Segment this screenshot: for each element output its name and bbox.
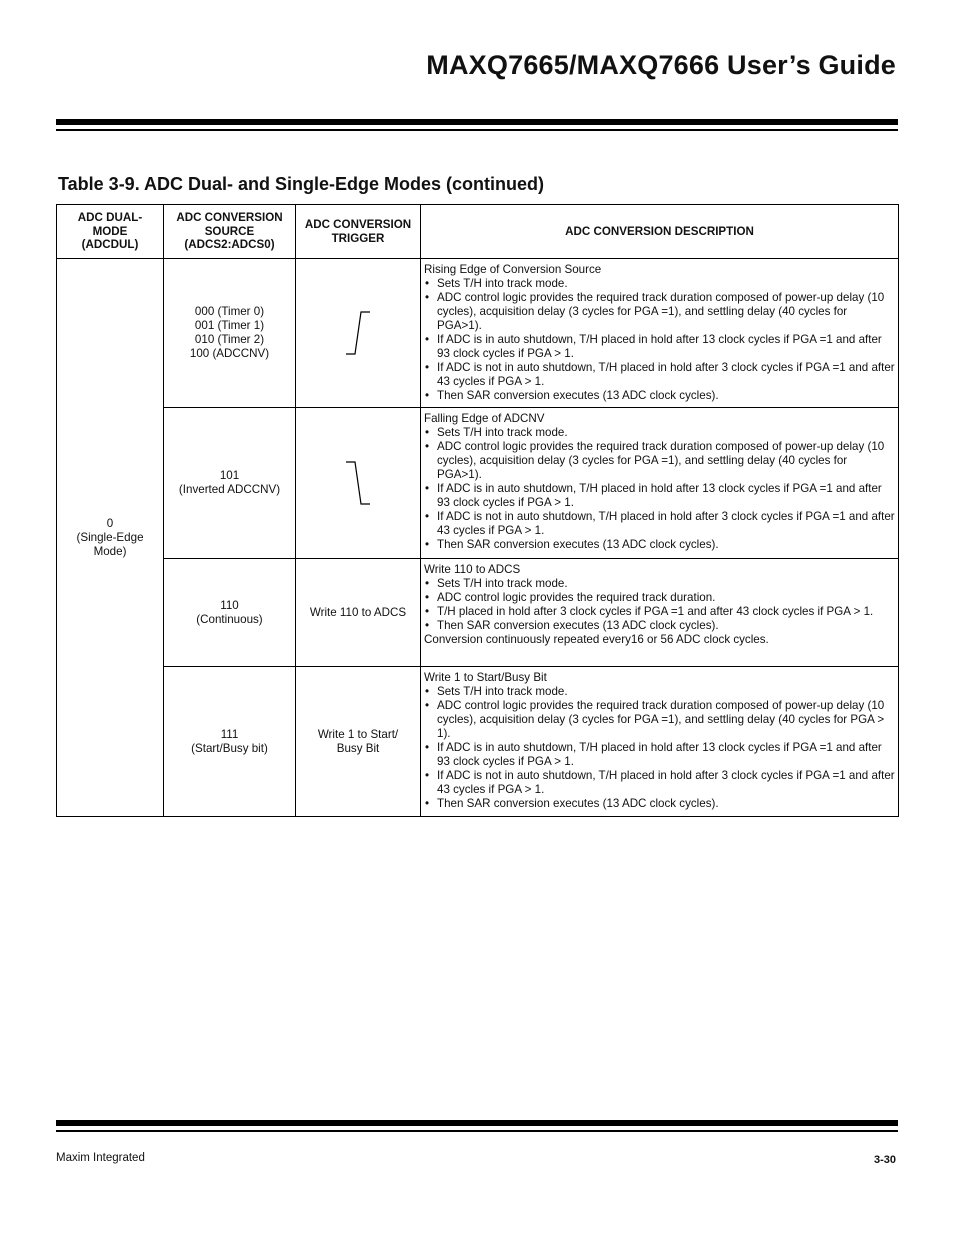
adc-modes-table bbox=[56, 204, 899, 817]
source-cell: 000 (Timer 0) 001 (Timer 1) 010 (Timer 2) 100 (ADCCNV) bbox=[164, 259, 296, 408]
header-adc-conversion-source: ADC CONVERSION SOURCE (ADCS2:ADCS0) bbox=[164, 205, 296, 259]
description-bullets bbox=[424, 685, 895, 811]
trigger-cell: Write 110 to ADCS bbox=[296, 559, 421, 667]
list-item: • T/H placed in hold after 3 clock cycles if PGA =1 and after 43 clock cycles if PGA > 1. bbox=[424, 605, 895, 619]
mode-cell: 0 (Single-Edge Mode) bbox=[57, 259, 164, 817]
table-header-row bbox=[57, 205, 899, 259]
description-title: Write 1 to Start/Busy Bit bbox=[424, 671, 547, 684]
falling-edge-icon bbox=[342, 458, 374, 508]
list-item: • Sets T/H into track mode. bbox=[424, 577, 895, 591]
list-item: • If ADC is in auto shutdown, T/H placed in hold after 13 clock cycles if PGA =1 and after 93 clock cycles if PGA > 1. bbox=[424, 741, 895, 769]
list-item: • Then SAR conversion executes (13 ADC clock cycles). bbox=[424, 538, 895, 552]
list-item: • ADC control logic provides the required track duration composed of power-up delay (10 cycles), acquisition delay (3 cycles for PGA =1), and settling delay (40 cycles for PGA > 1). bbox=[424, 699, 895, 741]
document-title: MAXQ7665/MAXQ7666 User’s Guide bbox=[426, 50, 896, 80]
list-item: • Sets T/H into track mode. bbox=[424, 277, 895, 291]
list-item: • Sets T/H into track mode. bbox=[424, 685, 895, 699]
description-note: Conversion continuously repeated every16 or 56 ADC clock cycles. bbox=[424, 633, 769, 646]
list-item: • ADC control logic provides the required track duration composed of power-up delay (10 cycles), acquisition delay (3 cycles for PGA =1), and settling delay (40 cycles for PGA>1). bbox=[424, 291, 895, 333]
list-item: • If ADC is not in auto shutdown, T/H placed in hold after 3 clock cycles if PGA =1 and after 43 cycles if PGA > 1. bbox=[424, 769, 895, 797]
footer-rule-thick bbox=[56, 1120, 898, 1126]
list-item: • If ADC is not in auto shutdown, T/H placed in hold after 3 clock cycles if PGA =1 and after 43 cycles if PGA > 1. bbox=[424, 361, 895, 389]
list-item: • If ADC is not in auto shutdown, T/H placed in hold after 3 clock cycles if PGA =1 and after 43 cycles if PGA > 1. bbox=[424, 510, 895, 538]
description-cell bbox=[421, 408, 899, 559]
description-bullets bbox=[424, 277, 895, 403]
rising-edge-icon bbox=[342, 308, 374, 358]
trigger-cell bbox=[296, 408, 421, 559]
source-cell: 101 (Inverted ADCCNV) bbox=[164, 408, 296, 559]
list-item: • Then SAR conversion executes (13 ADC clock cycles). bbox=[424, 797, 895, 811]
header-adc-conversion-trigger: ADC CONVERSION TRIGGER bbox=[296, 205, 421, 259]
table-row bbox=[57, 259, 899, 408]
list-item: • ADC control logic provides the required track duration. bbox=[424, 591, 895, 605]
description-title: Falling Edge of ADCNV bbox=[424, 412, 545, 425]
list-item: • If ADC is in auto shutdown, T/H placed in hold after 13 clock cycles if PGA =1 and after 93 clock cycles if PGA > 1. bbox=[424, 482, 895, 510]
list-item: • Then SAR conversion executes (13 ADC clock cycles). bbox=[424, 619, 895, 633]
list-item: • ADC control logic provides the required track duration composed of power-up delay (10 cycles), acquisition delay (3 cycles for PGA =1), and settling delay (40 cycles for PGA>1). bbox=[424, 440, 895, 482]
list-item: • Then SAR conversion executes (13 ADC clock cycles). bbox=[424, 389, 895, 403]
description-bullets bbox=[424, 426, 895, 552]
description-title: Rising Edge of Conversion Source bbox=[424, 263, 602, 276]
trigger-cell: Write 1 to Start/ Busy Bit bbox=[296, 667, 421, 817]
description-cell bbox=[421, 667, 899, 817]
table-row bbox=[57, 667, 899, 817]
table-row bbox=[57, 408, 899, 559]
description-bullets bbox=[424, 577, 895, 633]
table-row bbox=[57, 559, 899, 667]
description-cell bbox=[421, 259, 899, 408]
list-item: • Sets T/H into track mode. bbox=[424, 426, 895, 440]
footer-page-number: 3-30 bbox=[873, 1154, 896, 1166]
footer-rule-thin bbox=[56, 1130, 898, 1132]
source-cell: 111 (Start/Busy bit) bbox=[164, 667, 296, 817]
table-title: Table 3-9. ADC Dual- and Single-Edge Modes (continued) bbox=[58, 174, 545, 194]
header-adc-conversion-description: ADC CONVERSION DESCRIPTION bbox=[421, 205, 899, 259]
header-rule-thick bbox=[56, 119, 898, 125]
list-item: • If ADC is in auto shutdown, T/H placed in hold after 13 clock cycles if PGA =1 and after 93 clock cycles if PGA > 1. bbox=[424, 333, 895, 361]
description-cell bbox=[421, 559, 899, 667]
footer-company: Maxim Integrated bbox=[56, 1152, 145, 1164]
trigger-cell bbox=[296, 259, 421, 408]
header-rule-thin bbox=[56, 129, 898, 131]
header-adc-dual-mode: ADC DUAL- MODE (ADCDUL) bbox=[57, 205, 164, 259]
description-title: Write 110 to ADCS bbox=[424, 563, 521, 576]
source-cell: 110 (Continuous) bbox=[164, 559, 296, 667]
